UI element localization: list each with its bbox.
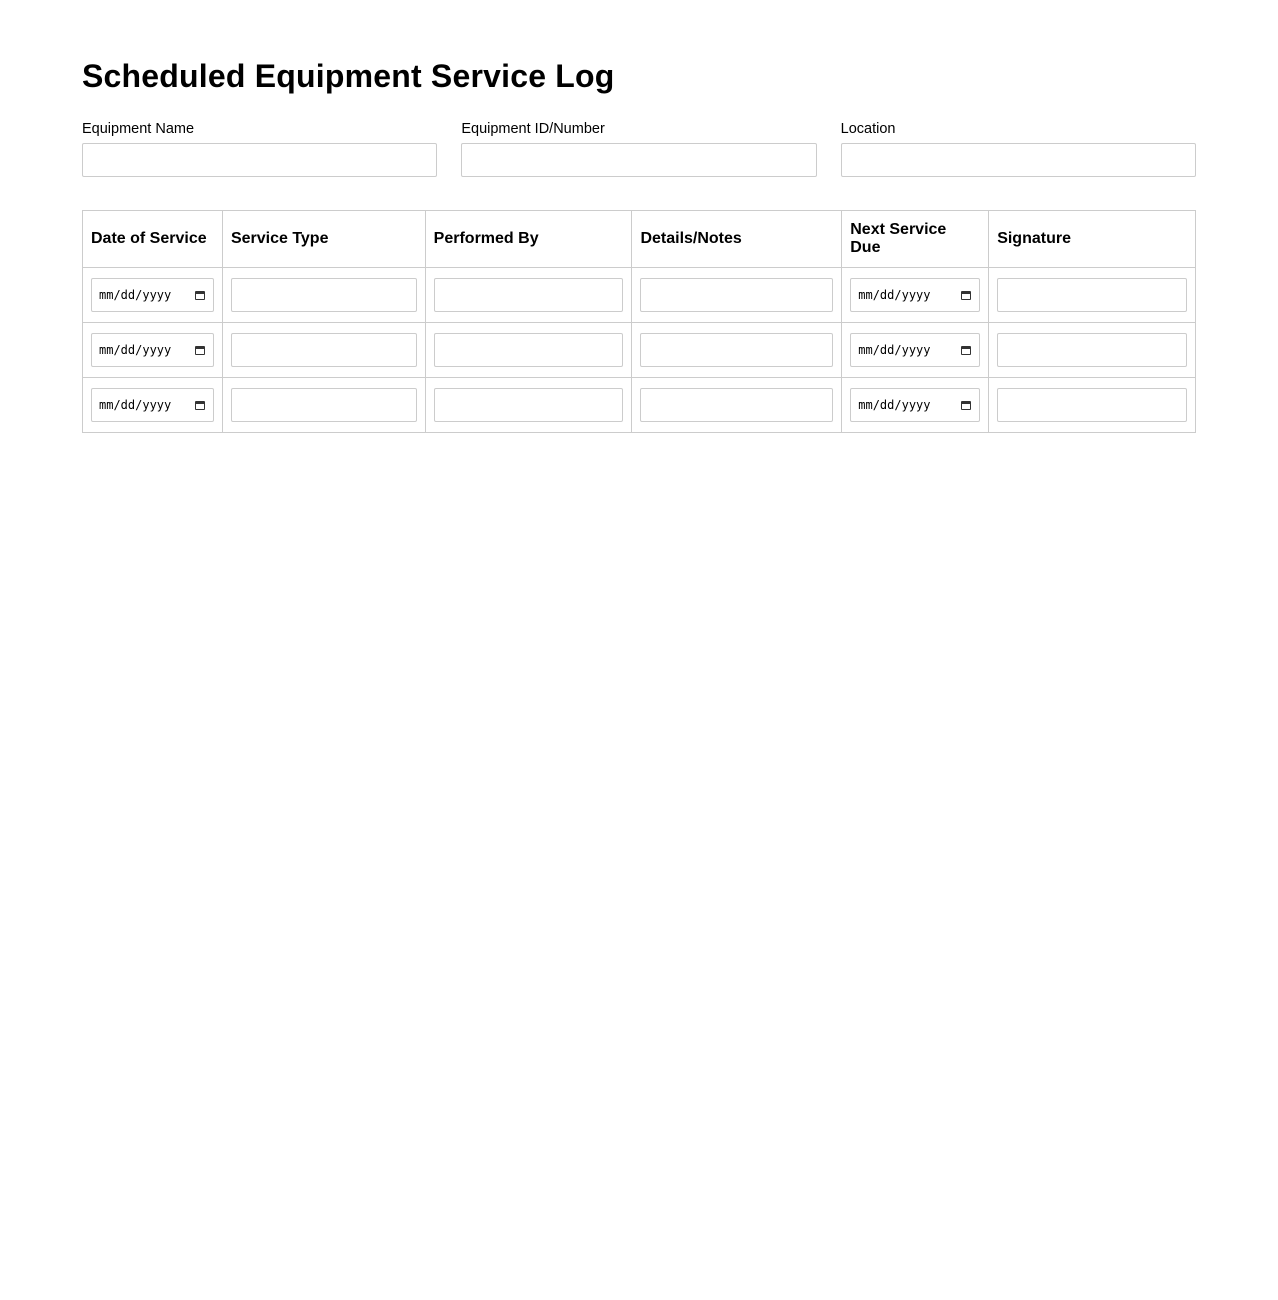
signature-input[interactable] xyxy=(997,278,1187,312)
details-notes-input[interactable] xyxy=(640,278,833,312)
date-placeholder: mm/dd/yyyy xyxy=(858,398,931,412)
calendar-icon[interactable] xyxy=(195,346,205,355)
equipment-name-group xyxy=(82,121,437,177)
equipment-name-input[interactable] xyxy=(82,143,437,177)
table-row xyxy=(83,323,1196,378)
signature-input[interactable] xyxy=(997,333,1187,367)
service-type-input[interactable] xyxy=(231,333,417,367)
details-notes-input[interactable] xyxy=(640,333,833,367)
date-of-service-input[interactable] xyxy=(91,333,214,367)
table-row xyxy=(83,378,1196,433)
performed-by-input[interactable] xyxy=(434,278,624,312)
service-type-input[interactable] xyxy=(231,278,417,312)
date-placeholder: mm/dd/yyyy xyxy=(858,288,931,302)
column-header-next-service-due: Next Service Due xyxy=(842,211,989,268)
equipment-id-label: Equipment ID/Number xyxy=(461,121,605,137)
date-placeholder: mm/dd/yyyy xyxy=(99,398,172,412)
table-header-row xyxy=(83,211,1196,268)
signature-input[interactable] xyxy=(997,388,1187,422)
service-type-input[interactable] xyxy=(231,388,417,422)
calendar-icon[interactable] xyxy=(961,291,971,300)
calendar-icon[interactable] xyxy=(961,401,971,410)
service-log-table xyxy=(82,210,1196,433)
equipment-id-input[interactable] xyxy=(461,143,816,177)
date-placeholder: mm/dd/yyyy xyxy=(99,343,172,357)
calendar-icon[interactable] xyxy=(195,401,205,410)
column-header-details-notes: Details/Notes xyxy=(632,211,842,268)
calendar-icon[interactable] xyxy=(961,346,971,355)
column-header-performed-by: Performed By xyxy=(425,211,632,268)
equipment-id-group xyxy=(461,121,816,177)
equipment-info-fields xyxy=(82,121,1196,177)
location-group xyxy=(841,121,1196,177)
calendar-icon[interactable] xyxy=(195,291,205,300)
performed-by-input[interactable] xyxy=(434,388,624,422)
column-header-service-type: Service Type xyxy=(222,211,425,268)
date-of-service-input[interactable] xyxy=(91,278,214,312)
date-placeholder: mm/dd/yyyy xyxy=(99,288,172,302)
next-service-due-input[interactable] xyxy=(850,388,980,422)
page-title: Scheduled Equipment Service Log xyxy=(82,58,615,94)
column-header-date-of-service: Date of Service xyxy=(83,211,223,268)
location-label: Location xyxy=(840,121,896,137)
next-service-due-input[interactable] xyxy=(850,333,980,367)
location-input[interactable] xyxy=(841,143,1196,177)
performed-by-input[interactable] xyxy=(434,333,624,367)
next-service-due-input[interactable] xyxy=(850,278,980,312)
equipment-name-label: Equipment Name xyxy=(82,121,195,137)
column-header-signature: Signature xyxy=(989,211,1196,268)
date-placeholder: mm/dd/yyyy xyxy=(858,343,931,357)
table-row xyxy=(83,268,1196,323)
date-of-service-input[interactable] xyxy=(91,388,214,422)
details-notes-input[interactable] xyxy=(640,388,833,422)
